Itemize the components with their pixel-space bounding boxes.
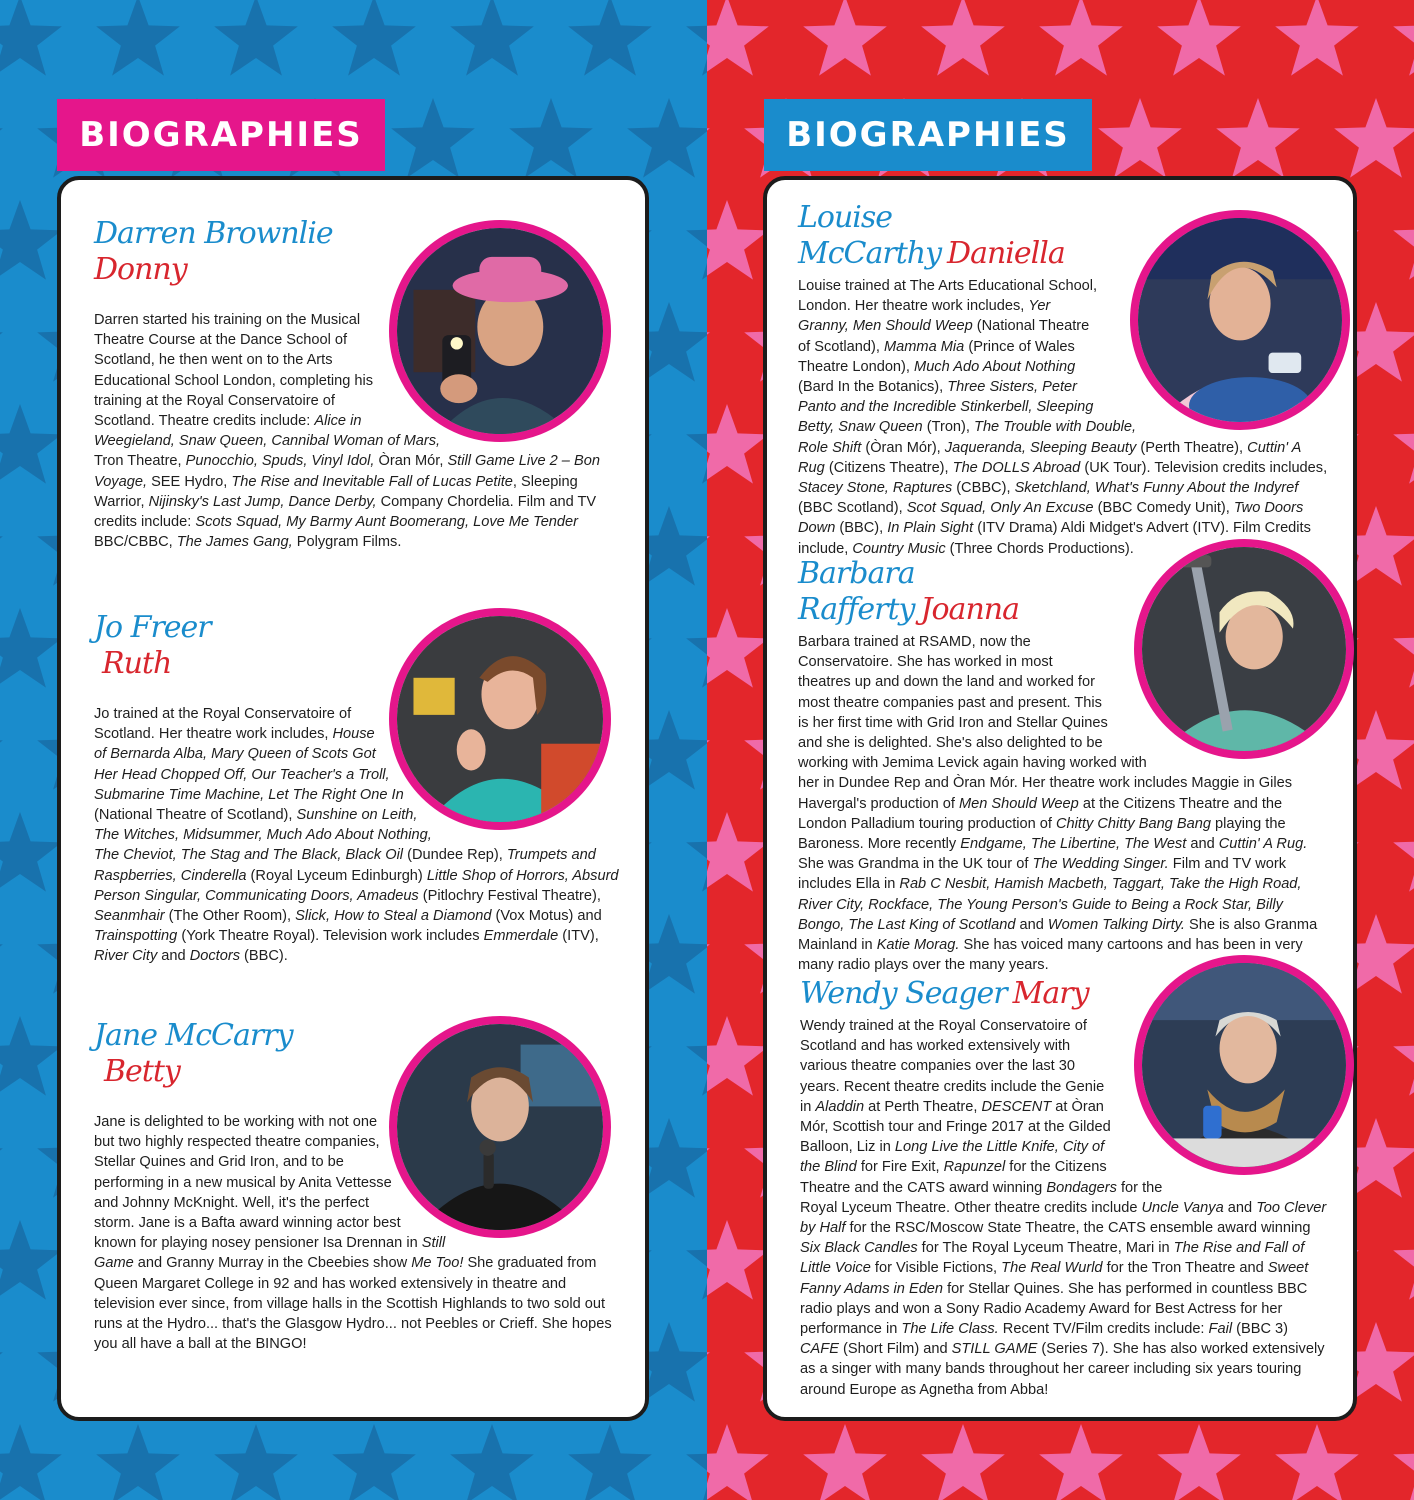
credit-title: House of Bernarda Alba, Mary Queen of Scots Got Her Head Chopped Off, Our Teacher's a Troll, Submarine Time Machine, Let The Right One In (94, 726, 404, 803)
character-name: Betty (104, 1054, 180, 1089)
star-shape (96, 1424, 180, 1500)
credit-title: The Trouble with Double, Role Shift (798, 419, 1136, 456)
star-shape (1393, 1220, 1414, 1300)
bio-text-run: (UK Tour). Television credits includes, (1080, 459, 1328, 476)
star-shape (332, 1424, 416, 1500)
bio-text-run: for Stellar Quines. She has performed in countless BBC radio plays and won a Sony Radio Academy Award for Best Actress for her performance in (800, 1280, 1308, 1338)
star-shape (707, 506, 710, 586)
star-shape (1039, 1424, 1123, 1500)
credit-title: The James Gang, (176, 534, 293, 551)
credit-title: Yer Granny, Men Should Weep (798, 298, 1051, 335)
credit-title: Still Game Live 2 – Bon Voyage, (94, 453, 600, 490)
bio-text-run: for the Citizens Theatre and the CATS award winning (800, 1159, 1107, 1196)
bio-text-run: SEE Hydro, (147, 473, 232, 490)
credit-title: Sketchland, What's Funny About the Indyref (1014, 480, 1299, 497)
bio-text-run: Wendy trained at the Royal Conservatoire of Scotland and has worked extensively with various theatre companies over the last 30 years. Recent theatre credits include the Genie in (800, 1018, 1105, 1115)
bio-text-run: for the RSC/Moscow State Theatre, the CATS ensemble award winning (845, 1220, 1311, 1237)
bio-text-run: for Fire Exit, (856, 1159, 944, 1176)
bio-text-run: and Granny Murray in the Cbeebies show (133, 1255, 412, 1272)
actor-photo (389, 1016, 611, 1238)
credit-title: Aladdin (815, 1098, 865, 1115)
star-shape (686, 1220, 707, 1300)
bio-text-run: and (1223, 1199, 1257, 1216)
actor-portrait-pink-cowboy-hat-icon (397, 228, 603, 434)
credit-title: Sweet Fanny Adams in Eden (800, 1260, 1309, 1297)
star-shape (707, 98, 710, 178)
bio-text-run: at the Citizens Theatre and the London Palladium touring production of (798, 795, 1283, 832)
star-shape (1393, 200, 1414, 280)
bio-text-run: She is also Granma Mainland in (798, 916, 1318, 954)
credit-title: The DOLLS Abroad (952, 459, 1081, 476)
bio-text-run: (BBC Comedy Unit), (1093, 500, 1234, 517)
star-shape (707, 1016, 769, 1096)
star-shape (627, 98, 707, 178)
actor-name: Jo Freer (94, 610, 211, 645)
star-shape (707, 1220, 769, 1300)
star-shape (0, 1220, 62, 1300)
credit-title: Three Sisters, Peter Panto and the Incredible Stinkerbell, Sleeping Betty, Snaw Queen (798, 379, 1094, 436)
star-shape (96, 0, 180, 76)
actor-name: Barbara Rafferty (798, 556, 915, 627)
bio-text-run: (Short Film) and (838, 1341, 952, 1358)
bio-text-run: Polygram Films. (292, 534, 402, 551)
star-shape (707, 1322, 710, 1402)
credit-title: Little Shop of Horrors, Absurd Person Singular, Communicating Doors, Amadeus (94, 867, 619, 904)
credit-title: Scots Squad, My Barmy Aunt Boomerang, Love Me Tender (195, 514, 579, 531)
credit-title: Cuttin' A Rug (798, 439, 1301, 476)
star-shape (686, 404, 707, 484)
star-shape (921, 1424, 1005, 1500)
star-shape (803, 0, 887, 76)
star-shape (707, 404, 769, 484)
credit-title: Me Too! (411, 1255, 464, 1272)
star-shape (686, 1016, 707, 1096)
bio-text-run: She graduated from Queen Margaret College in 92 and has worked extensively in theatre and television ever since, from village halls in the Scottish Highlands to two sold out runs at the Hydro... that's the Glasgow Hydro... not Peebles or Crieff. She hopes you all have a ball at the BINGO! (94, 1255, 612, 1353)
bio-text-run: (Series 7). She has also worked extensively as a singer with many bands throughout her career including six years touring around Europe as Agnetha from Abba! (800, 1341, 1325, 1398)
bio-text-run: Film and TV work includes Ella in (798, 856, 1287, 893)
bio-text-run: (National Theatre of Scotland), (94, 807, 297, 824)
star-shape (707, 200, 769, 280)
credit-title: Punocchio, Spuds, Vinyl Idol, (185, 453, 375, 470)
star-shape (0, 1322, 3, 1402)
actor-portrait-crutch-icon (1142, 547, 1346, 751)
page-heading-left: BIOGRAPHIES (57, 99, 385, 171)
bio-text-run: Recent TV/Film credits include: (998, 1321, 1209, 1338)
bio-text-run: (BBC), (835, 520, 888, 537)
bio-text-run: Louise trained at The Arts Educational School, London. Her theatre work includes, (798, 278, 1098, 315)
star-shape (0, 200, 62, 280)
star-shape (0, 404, 62, 484)
credit-title: Two Doors Down (798, 500, 1304, 537)
credit-title: STILL GAME (951, 1341, 1038, 1358)
credit-title: Women Talking Dirty. (1047, 916, 1185, 933)
bio-text-run: Darren started his training on the Musical Theatre Course at the Dance School of Scotland, he then went on to the Arts Educational School London, completing his training at the Royal Conservatoire of Scotland. Theatre credits include: (94, 312, 374, 430)
bio-text-run: playing the Baroness. More recently (798, 815, 1286, 853)
star-shape (1157, 1424, 1241, 1500)
actor-photo (1130, 210, 1350, 430)
character-name: Mary (1012, 976, 1089, 1011)
credit-title: Too Clever by Half (800, 1199, 1327, 1237)
bio-text-run: (CBBC), (952, 480, 1015, 497)
bio-text-run: and (1015, 916, 1048, 933)
star-shape (0, 914, 3, 994)
star-shape (214, 0, 298, 76)
credit-title: Katie Morag. (876, 937, 960, 954)
star-shape (1039, 0, 1123, 76)
star-shape (0, 0, 62, 76)
credit-title: Mamma Mia (884, 338, 965, 355)
star-shape (707, 1424, 769, 1500)
actor-portrait-microphone-icon (397, 1024, 603, 1230)
credit-title: Nijinsky's Last Jump, Dance Derby, (148, 493, 377, 510)
bio-text-run: (Royal Lyceum Edinburgh) (246, 867, 427, 884)
bio-text-run: Company Chordelia. Film and TV credits include: (94, 493, 597, 531)
bio-text-run: (Tron), (922, 419, 975, 436)
credit-title: Chitty Chitty Bang Bang (1056, 815, 1211, 832)
bio-text-run: (BBC 3) (1232, 1321, 1289, 1338)
credit-title: Six Black Candles (800, 1240, 918, 1257)
credit-title: Fail (1208, 1321, 1233, 1338)
actor-photo (1134, 539, 1354, 759)
star-shape (450, 1424, 534, 1500)
bio-text-run: for the Royal Lyceum Theatre. Other theatre credits include (800, 1179, 1163, 1216)
star-shape (0, 812, 62, 892)
bio-text-run: (Citizens Theatre), (824, 459, 953, 476)
actor-photo (1134, 955, 1354, 1175)
bio-text-run: (National Theatre of Scotland), (798, 318, 1090, 355)
credit-title: Cuttin' A Rug. (1218, 836, 1308, 853)
bio-text-run: , Sleeping Warrior, (94, 473, 578, 510)
bio-text-run: (Vox Motus) and (491, 908, 602, 925)
star-shape (1098, 98, 1182, 178)
credit-title: Much Ado About Nothing (914, 358, 1076, 375)
star-shape (707, 302, 710, 382)
credit-title: Rapunzel (943, 1159, 1006, 1176)
credit-title: Trumpets and Raspberries, Cinderella (94, 847, 596, 884)
credit-title: Stacey Stone, Raptures (798, 480, 953, 497)
bio-text-run: (Pitlochry Festival Theatre), (418, 887, 601, 904)
star-shape (1393, 404, 1414, 484)
bio-text-run: (Prince of Wales Theatre London), (798, 338, 1075, 375)
credit-title: Alice in Weegieland, Snaw Queen, Cannibal Woman of Mars, (94, 413, 441, 450)
bio-text-run: and (157, 948, 190, 965)
star-shape (1393, 1016, 1414, 1096)
star-shape (707, 608, 769, 688)
credit-title: Men Should Weep (958, 795, 1079, 812)
page-heading-right: BIOGRAPHIES (764, 99, 1092, 171)
star-shape (509, 98, 593, 178)
character-name: Donny (94, 252, 187, 287)
star-shape (707, 812, 769, 892)
star-shape (1393, 1424, 1414, 1500)
star-shape (0, 302, 3, 382)
credit-title: DESCENT (981, 1098, 1052, 1115)
star-shape (1275, 0, 1359, 76)
bio-text-run: Barbara trained at RSAMD, now the Conservatoire. She has worked in most theatres up and down the land and worked for most theatre companies past and present. This is her first time with Grid Iron and Stellar Quines and she is delighted. She's also delighted to be working with Jemima Levick again having worked with her in Dundee Rep and Òran Mór. Her theatre work includes Maggie in Giles Havergal's production of (798, 634, 1293, 812)
star-shape (921, 0, 1005, 76)
bio-text-run: (Bard In the Botanics), (798, 379, 948, 396)
credit-title: Uncle Vanya (1141, 1199, 1224, 1216)
star-shape (1216, 98, 1300, 178)
credit-title: Rab C Nesbit, Hamish Macbeth, Taggart, Take the High Road, River City, Rockface, The Young Person's Guide to Being a Rock Star, Billy Bongo, The Last King of Scotland (798, 876, 1302, 933)
star-shape (0, 608, 62, 688)
credit-title: Scot Squad, Only An Excuse (906, 500, 1094, 517)
star-shape (1157, 0, 1241, 76)
credit-title: Slick, How to Steal a Diamond (295, 908, 492, 925)
bio-text-run: (Three Chords Productions). (945, 540, 1134, 557)
credit-title: In Plain Sight (887, 520, 974, 537)
bio-text-run: at Perth Theatre, (864, 1098, 982, 1115)
bio-text-run: (BBC). (240, 948, 288, 965)
bio-text-run: (Dundee Rep), (403, 847, 507, 864)
actor-name: Wendy Seager (800, 976, 1007, 1011)
bio-text-run: BBC/CBBC, (94, 534, 177, 551)
star-shape (332, 0, 416, 76)
bio-text-run: at Òran Mór, Scottish tour and Fringe 2017 at the Gilded Balloon, Liz in (800, 1098, 1111, 1156)
star-shape (707, 710, 710, 790)
credit-title: CAFE (800, 1341, 839, 1358)
credit-title: Doctors (189, 948, 240, 965)
bio-text-run: (BBC Scotland), (798, 500, 907, 517)
bio-text-run: for the Tron Theatre and (1102, 1260, 1268, 1277)
star-shape (707, 0, 769, 76)
credit-title: Long Live the Little Knife, City of the Blind (800, 1139, 1105, 1176)
star-shape (0, 1424, 62, 1500)
star-shape (1393, 0, 1414, 76)
bio-text-run: (Òran Mór), (861, 439, 945, 456)
bio-text-run: (Perth Theatre), (1136, 439, 1248, 456)
bio-text-run: (The Other Room), (164, 908, 296, 925)
credit-title: Seanmhair (94, 908, 165, 925)
star-shape (686, 200, 707, 280)
actor-photo (389, 220, 611, 442)
actor-name: Darren Brownlie (94, 216, 333, 251)
character-name: Daniella (947, 236, 1065, 271)
star-shape (1334, 98, 1414, 178)
star-shape (568, 0, 652, 76)
actor-name: Jane McCarry (94, 1018, 293, 1053)
star-shape (568, 1424, 652, 1500)
bio-text-run: (ITV), (558, 928, 599, 945)
credit-title: River City (94, 948, 158, 965)
star-shape (391, 98, 475, 178)
character-name: Ruth (102, 646, 172, 681)
star-shape (0, 710, 3, 790)
bio-text-run: and (1186, 836, 1219, 853)
credit-title: Trainspotting (94, 928, 178, 945)
credit-title: Jaqueranda, Sleeping Beauty (944, 439, 1137, 456)
actor-photo (389, 608, 611, 830)
biography-card-left (57, 176, 649, 1421)
star-shape (0, 1016, 62, 1096)
credit-title: Endgame, The Libertine, The West (960, 836, 1187, 853)
star-shape (214, 1424, 298, 1500)
actor-name: Louise McCarthy (798, 200, 942, 271)
bio-text-run: She has voiced many cartoons and has been in very many radio plays over the many years. (798, 937, 1303, 974)
biography-card-right (763, 176, 1357, 1421)
star-shape (707, 914, 710, 994)
credit-title: The Real Wurld (1001, 1260, 1103, 1277)
actor-portrait-teal-jumper-icon (397, 616, 603, 822)
star-shape (0, 506, 3, 586)
star-shape (1393, 812, 1414, 892)
credit-title: The Rise and Fall of Little Voice (800, 1240, 1305, 1277)
bio-text-run: for The Royal Lyceum Theatre, Mari in (917, 1240, 1174, 1257)
bio-text-run: Òran Mór, (374, 453, 448, 470)
star-shape (686, 1424, 707, 1500)
character-name: Joanna (920, 592, 1019, 627)
bio-text-run: for Visible Fictions, (870, 1260, 1002, 1277)
star-shape (686, 0, 707, 76)
bio-text-run: She was Grandma in the UK tour of (798, 856, 1033, 873)
star-shape (0, 1118, 3, 1198)
credit-title: The Life Class. (901, 1321, 999, 1338)
credit-title: The Wedding Singer. (1032, 856, 1169, 873)
credit-title: Bondagers (1046, 1179, 1117, 1196)
star-shape (707, 1118, 710, 1198)
star-shape (803, 1424, 887, 1500)
actor-portrait-bingo-dabber-icon (1138, 218, 1342, 422)
star-shape (1275, 1424, 1359, 1500)
star-shape (1393, 608, 1414, 688)
bio-text-run: (York Theatre Royal). Television work includes (177, 928, 484, 945)
bio-text-run: (ITV Drama) Aldi Midget's Advert (ITV). Film Credits include, (798, 520, 1311, 557)
star-shape (450, 0, 534, 76)
star-shape (686, 608, 707, 688)
bio-text-run: Jane is delighted to be working with not one but two highly respected theatre companies, Stellar Quines and Grid Iron, and to be performing in a new musical by Anita Vettesse and Johnny McKnight. Well, it's the perfect storm. Jane is a Bafta award winning actor best known for playing nosey pensioner Isa Drennan in (94, 1114, 422, 1252)
actor-portrait-leopard-scarf-icon (1142, 963, 1346, 1167)
credit-title: Still Game (94, 1235, 446, 1272)
credit-title: Emmerdale (483, 928, 559, 945)
star-shape (686, 812, 707, 892)
credit-title: The Rise and Inevitable Fall of Lucas Petite (231, 473, 513, 490)
credit-title: Sunshine on Leith, The Witches, Midsummer, Much Ado About Nothing, The Cheviot, The Stag and The Black, Black Oil (94, 807, 432, 864)
bio-text-run: Tron Theatre, (94, 453, 186, 470)
credit-title: Country Music (852, 540, 946, 557)
bio-text-run: Jo trained at the Royal Conservatoire of Scotland. Her theatre work includes, (94, 706, 352, 743)
star-shape (0, 98, 3, 178)
